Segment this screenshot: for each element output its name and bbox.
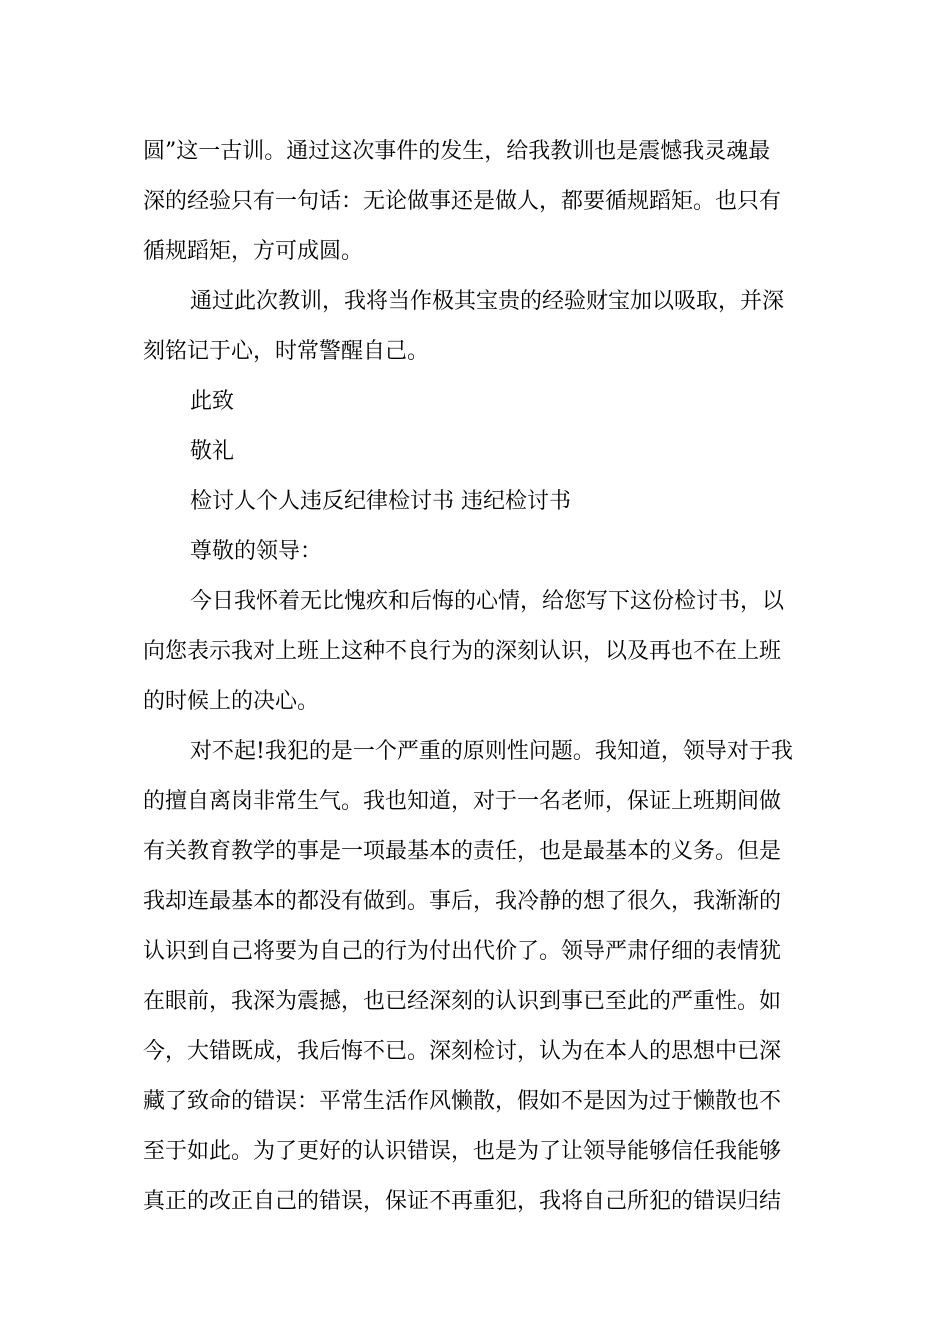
text-line: 圆”这一古训。通过这次事件的发生，给我教训也是震憾我灵魂最 [143, 139, 771, 164]
text-line: 在眼前，我深为震撼，也已经深刻的认识到事已至此的严重性。如 [143, 989, 782, 1014]
text-line: 认识到自己将要为自己的行为付出代价了。领导严肃仔细的表情犹 [143, 939, 782, 964]
text-line: 今，大错既成，我后悔不已。深刻检讨，认为在本人的思想中已深 [143, 1039, 782, 1064]
text-line: 刻铭记于心，时常警醒自己。 [143, 339, 430, 364]
text-line: 真正的改正自己的错误，保证不再重犯，我将自己所犯的错误归结 [143, 1189, 782, 1214]
text-line: 向您表示我对上班上这种不良行为的深刻认识，以及再也不在上班 [143, 639, 782, 664]
text-line: 深的经验只有一句话：无论做事还是做人，都要循规蹈矩。也只有 [143, 189, 782, 214]
text-line: 有关教育教学的事是一项最基本的责任，也是最基本的义务。但是 [143, 839, 782, 864]
text-line: 的时候上的决心。 [143, 689, 320, 714]
closing-salutation: 此致 [190, 389, 235, 414]
text-line: 的擅自离岗非常生气。我也知道，对于一名老师，保证上班期间做 [143, 789, 782, 814]
greeting: 尊敬的领导： [190, 539, 323, 564]
document-title: 检讨人个人违反纪律检讨书 违纪检讨书 [190, 489, 571, 514]
text-line: 我却连最基本的都没有做到。事后，我冷静的想了很久，我渐渐的 [143, 889, 782, 914]
text-line: 循规蹈矩，方可成圆。 [143, 239, 364, 264]
document-body [143, 127, 815, 1227]
paragraph-start-line: 通过此次教训，我将当作极其宝贵的经验财宝加以吸取，并深 [190, 289, 785, 314]
paragraph-start-line: 对不起!我犯的是一个严重的原则性问题。我知道，领导对于我 [190, 739, 793, 764]
text-line: 至于如此。为了更好的认识错误，也是为了让领导能够信任我能够 [143, 1139, 782, 1164]
paragraph-start-line: 今日我怀着无比愧疚和后悔的心情，给您写下这份检讨书，以 [190, 589, 785, 614]
text-line: 藏了致命的错误：平常生活作风懒散，假如不是因为过于懒散也不 [143, 1089, 782, 1114]
closing-regards: 敬礼 [190, 439, 235, 464]
